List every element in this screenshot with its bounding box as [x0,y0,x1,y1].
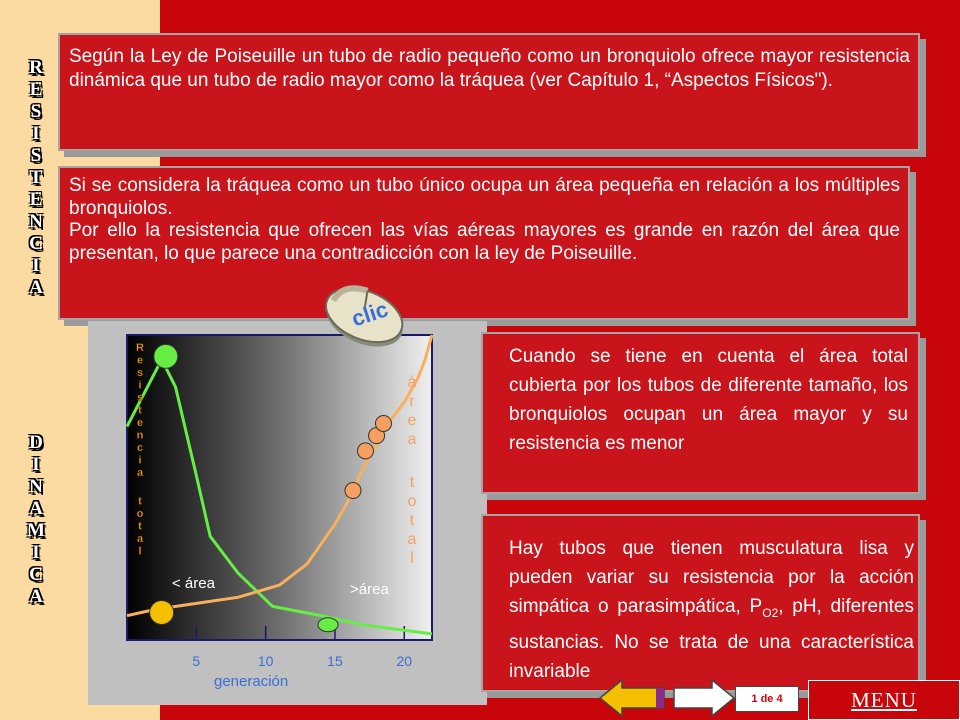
area-text: Cuando se tiene en cuenta el área total cubierta por los tubos de diferente tamaño, los bronquiolos ocupan un área mayor y su resistencia es menor [509,346,908,454]
x-tick-label: 10 [257,653,274,669]
y-right-label-letter: a [407,531,417,548]
title-letter: T [29,167,43,188]
y-right-label-letter: l [410,550,414,567]
y-left-label-letter: s [136,392,144,404]
title-letter: I [32,454,40,475]
x-tick-label: 15 [327,653,343,669]
y-left-label-letter: t [138,404,142,417]
poiseuille-text: Según la Ley de Poiseuille un tubo de radio pequeño como un bronquiolo ofrece mayor resistencia dinámica que un tubo de radio mayor como la tráquea (ver Capítulo 1, “Aspectos Físicos"). [69,46,910,91]
y-right-label-letter: á [407,374,417,391]
title-letter: N [29,211,43,232]
title-letter: I [32,123,40,144]
title-letter: D [29,432,43,453]
x-tick-label: 5 [192,653,201,669]
y-left-label-letter: a [136,533,144,545]
y-left-label-letter: t [138,520,142,533]
y-left-label-letter: e [136,417,144,429]
menu-button[interactable] [808,680,960,720]
y-left-label-letter: e [136,354,144,367]
clic-label: clic [348,296,392,332]
x-tick-label: 20 [396,653,413,669]
title-letter: I [32,255,40,276]
resistance-marker [154,344,178,368]
y-left-label-letter: o [136,508,144,520]
y-right-label-letter: a [407,431,417,448]
y-left-label-letter: a [136,467,144,479]
y-left-label-letter: c [136,442,144,454]
y-left-label-letter: n [136,429,144,442]
title-letter: N [29,476,43,497]
y-left-label-letter: t [138,495,142,508]
y-left-label-letter: s [136,367,144,379]
area-marker [357,443,373,459]
resistance-area-chart [88,321,487,705]
title-letter: R [29,57,43,78]
next-arrow-button[interactable] [672,678,736,718]
area-marker [150,601,174,625]
area-marker [345,483,361,499]
y-right-label-letter: t [409,474,415,491]
resistance-marker [318,618,338,632]
y-left-label-letter: R [136,342,144,354]
y-right-label-letter: t [409,512,415,529]
title-letter: S [30,101,42,122]
area-textbox [481,332,920,494]
y-right-label-letter: r [409,393,415,410]
title-letter: A [29,498,43,519]
area-marker [375,415,391,431]
title-letter: A [29,586,43,607]
clic-mouse-icon[interactable] [318,280,414,352]
annotation-more-area: >área [350,581,389,598]
musculature-textbox [481,514,920,692]
annotation-less-area: < área [172,575,215,592]
title-letter: C [29,233,43,254]
title-letter: A [29,277,43,298]
title-letter: E [29,189,43,210]
title-letter: M [27,520,45,541]
y-right-label-letter: o [407,493,417,510]
previous-arrow-button[interactable] [598,678,670,718]
menu-label: MENU [851,688,917,712]
page-indicator: 1 de 4 [735,686,799,712]
y-left-label-letter: l [138,545,142,558]
chart-panel [88,321,487,705]
title-letter: S [30,145,42,166]
vertical-title-resistencia [22,57,50,299]
title-letter: I [32,542,40,563]
y-left-label-letter: i [138,454,142,467]
trachea-textbox [58,166,910,320]
y-left-label-letter: i [138,379,142,392]
musculature-text: Hay tubos que tienen musculatura lisa y pueden variar su resistencia por la acción simpática o parasimpática, $P_{O2}$, pH, diferentes sustancias. No se trata de una característica invariable [509,538,914,682]
poiseuille-textbox [58,33,920,151]
x-axis-label: generación [214,673,289,690]
vertical-title-dinamica [22,432,50,608]
trachea-text-2: Por ello la resistencia que ofrecen las vías aéreas mayores es grande en razón del área que presentan, lo que parece una contradicción con la ley de Poiseuille. [69,220,900,264]
title-letter: C [29,564,43,585]
y-right-label-letter: e [407,412,417,429]
title-letter: E [29,79,43,100]
trachea-text-1: Si se considera la tráquea como un tubo único ocupa un área pequeña en relación a los múltiples bronquiolos. [69,175,900,219]
